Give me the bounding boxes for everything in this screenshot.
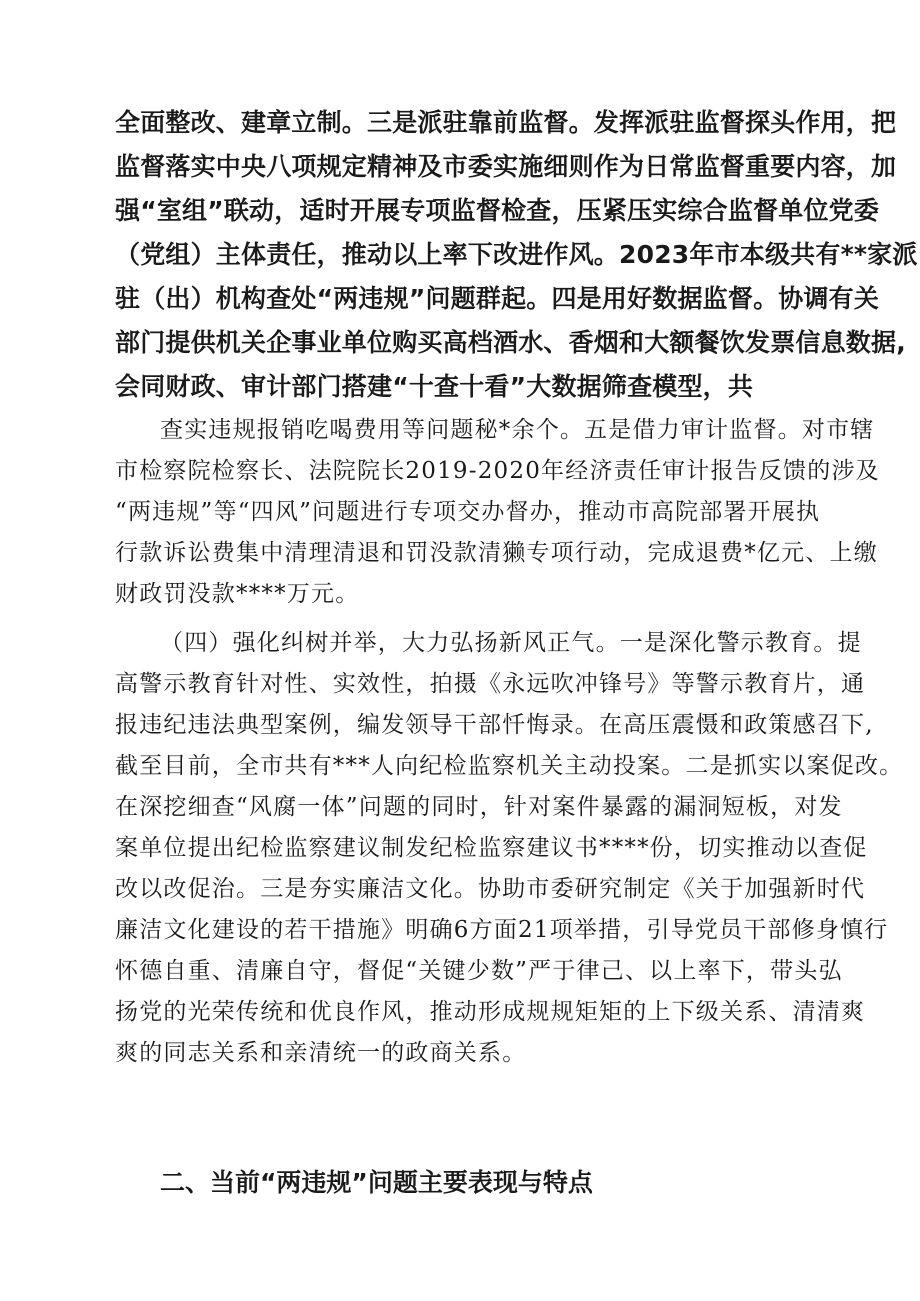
- paragraph-line: （四）强化纠树并举，大力弘扬新风正气。一是深化警示教育。提: [160, 630, 862, 656]
- paragraph-line: 监督落实中央八项规定精神及市委实施细则作为日常监督重要内容，加: [115, 152, 897, 181]
- paragraph-line: 改以改促治。三是夯实廉洁文化。协助市委研究制定《关于加强新时代: [115, 876, 866, 902]
- paragraph-line: 查实违规报销吃喝费用等问题秘*余个。五是借力审计监督。对市辖: [160, 417, 875, 443]
- paragraph-line: 市检察院检察长、法院院长2019-2020年经济责任审计报告反馈的涉及: [115, 458, 880, 484]
- paragraph-line: 驻（出）机构查处“两违规”问题群起。四是用好数据监督。协调有关: [115, 284, 880, 313]
- paragraph-line: 财政罚没款****万元。: [115, 581, 360, 607]
- paragraph-line: 扬党的光荣传统和优良作风，推动形成规规矩矩的上下级关系、清清爽: [115, 999, 866, 1025]
- paragraph-line: “两违规”等“四风”问题进行专项交办督办，推动市高院部署开展执: [115, 499, 821, 525]
- paragraph-line: （党组）主体责任，推动以上率下改进作风。2023年市本级共有**家派: [115, 240, 918, 269]
- paragraph-line: 报违纪违法典型案例，编发领导干部忏悔录。在高压震慑和政策感召下,: [115, 712, 874, 738]
- paragraph-line: 行款诉讼费集中清理清退和罚没款清獭专项行动，完成退费*亿元、上缴: [115, 540, 878, 566]
- paragraph-line: 案单位提出纪检监察建议制发纪检监察建议书****份，切实推动以查促: [115, 835, 868, 861]
- paragraph-line: 强“室组”联动，适时开展专项监督检查，压紧压实综合监督单位党委: [115, 196, 880, 225]
- paragraph-line: 在深挖细查“风腐一体”问题的同时，针对案件暴露的漏洞短板，对发: [115, 794, 843, 820]
- paragraph-line: 廉洁文化建设的若干措施》明确6方面21项举措，引导党员干部修身慎行: [115, 917, 889, 943]
- paragraph-line: 全面整改、建章立制。三是派驻靠前监督。发挥派驻监督探头作用，把: [115, 108, 897, 137]
- paragraph-line: 部门提供机关企事业单位购买高档酒水、香烟和大额餐饮发票信息数据,: [115, 328, 906, 357]
- section-heading: 二、当前“两违规”问题主要表现与特点: [160, 1168, 593, 1197]
- paragraph-line: 会同财政、审计部门搭建“十查十看”大数据筛查模型，共: [115, 372, 754, 401]
- paragraph-line: 截至目前，全市共有***人向纪检监察机关主动投案。二是抓实以案促改。: [115, 753, 904, 779]
- paragraph-line: 怀德自重、清廉自守，督促“关键少数”严于律己、以上率下，带头弘: [115, 958, 843, 984]
- paragraph-line: 爽的同志关系和亲清统一的政商关系。: [115, 1040, 527, 1066]
- paragraph-line: 高警示教育针对性、实效性，拍摄《永远吹冲锋号》等警示教育片，通: [115, 671, 866, 697]
